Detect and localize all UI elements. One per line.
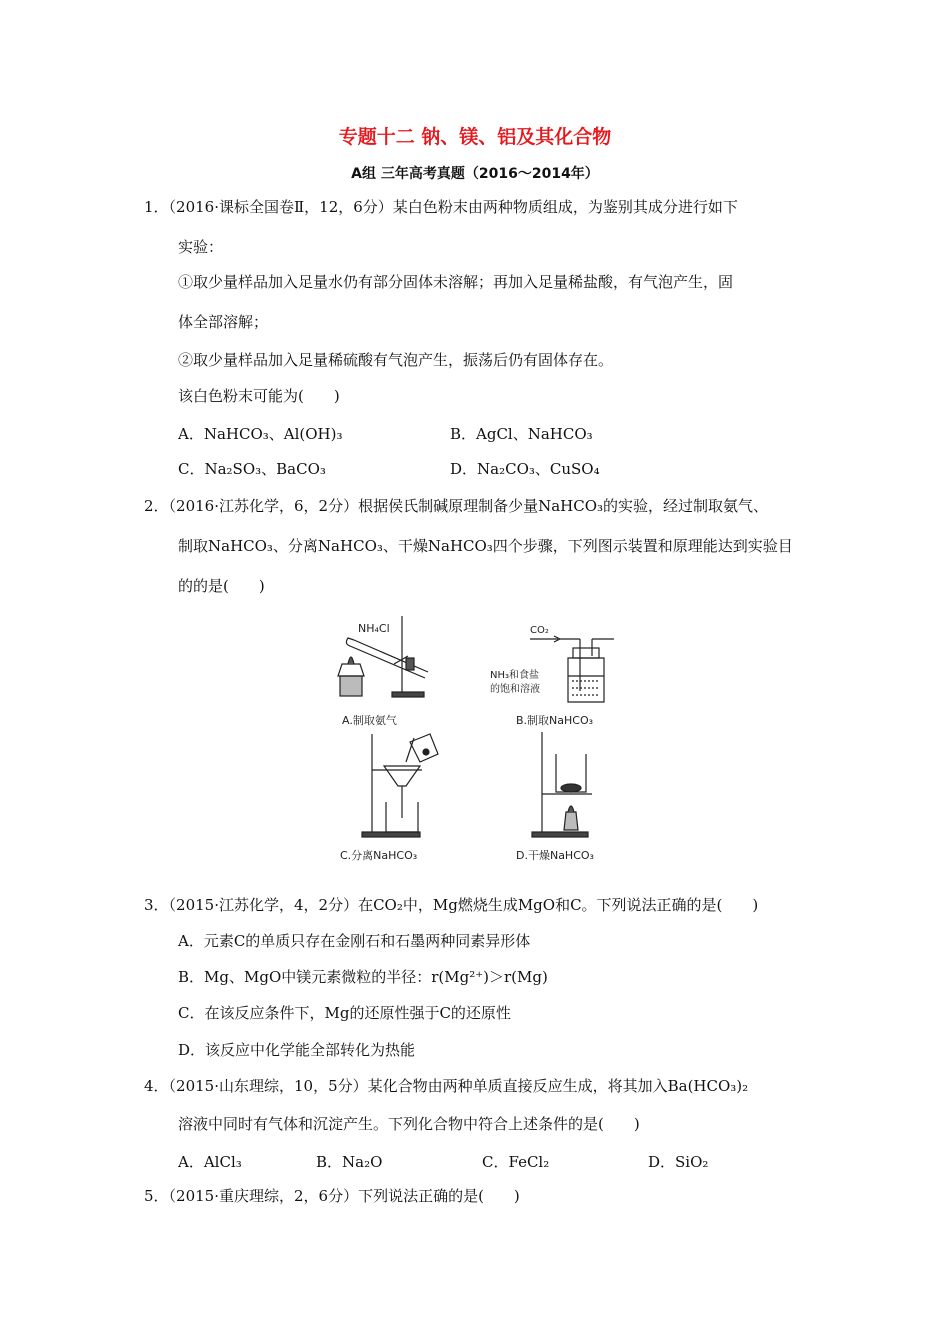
q5-stem: 5．（2015·重庆理综，2，6分）下列说法正确的是( ) bbox=[144, 1187, 520, 1205]
q4-stem-line-2: 溶液中同时有气体和沉淀产生。下列化合物中符合上述条件的是( ) bbox=[178, 1115, 640, 1133]
q4-option-a: A．AlCl₃ bbox=[178, 1153, 242, 1171]
q4-stem-line-1: 4．（2015·山东理综，10，5分）某化合物由两种单质直接反应生成，将其加入Ba(HCO₃)₂ bbox=[144, 1077, 749, 1095]
q3-option-d: D．该反应中化学能全部转化为热能 bbox=[178, 1041, 416, 1059]
q3-stem: 3．（2015·江苏化学，4，2分）在CO₂中，Mg燃烧生成MgO和C。下列说法正确的是( ) bbox=[144, 896, 759, 914]
q1-stem-line-5: ②取少量样品加入足量稀硫酸有气泡产生，振荡后仍有固体存在。 bbox=[178, 351, 614, 369]
caption-d: D.干燥NaHCO₃ bbox=[516, 849, 594, 862]
q3-option-b: B．Mg、MgO中镁元素微粒的半径：r(Mg²⁺)＞r(Mg) bbox=[178, 968, 548, 986]
q2-stem-line-3: 的的是( ) bbox=[178, 577, 265, 595]
caption-a: A.制取氨气 bbox=[342, 714, 397, 727]
q1-option-a: A．NaHCO₃、Al(OH)₃ bbox=[178, 425, 343, 443]
q4-option-d: D．SiO₂ bbox=[648, 1153, 709, 1171]
q1-stem-line-6: 该白色粉末可能为( ) bbox=[178, 387, 340, 405]
apparatus-figure bbox=[330, 606, 620, 868]
q1-option-d: D．Na₂CO₃、CuSO₄ bbox=[450, 460, 600, 478]
q3-option-c: C．在该反应条件下，Mg的还原性强于C的还原性 bbox=[178, 1004, 511, 1022]
page-title: 专题十二 钠、镁、铝及其化合物 bbox=[338, 126, 612, 148]
q2-stem-line-2: 制取NaHCO₃、分离NaHCO₃、干燥NaHCO₃四个步骤，下列图示装置和原理能达到实验目 bbox=[178, 537, 793, 555]
label-b-solution-line-1: NH₃和食盐 bbox=[490, 670, 540, 681]
label-b-gas: CO₂ bbox=[530, 625, 549, 636]
q1-stem-line-3: ①取少量样品加入足量水仍有部分固体未溶解；再加入足量稀盐酸，有气泡产生，固 bbox=[178, 273, 734, 291]
q1-stem-line-1: 1．（2016·课标全国卷Ⅱ，12，6分）某白色粉末由两种物质组成，为鉴别其成分进行如下 bbox=[144, 198, 738, 216]
section-subtitle: A组 三年高考真题（2016～2014年） bbox=[351, 166, 599, 182]
label-a-reagent: NH₄Cl bbox=[358, 622, 390, 635]
apparatus-b-diagram bbox=[530, 636, 614, 702]
apparatus-c-diagram bbox=[362, 734, 438, 837]
caption-c: C.分离NaHCO₃ bbox=[340, 849, 418, 862]
q2-stem-line-1: 2．（2016·江苏化学，6，2分）根据侯氏制碱原理制备少量NaHCO₃的实验，经过制取氨气、 bbox=[144, 497, 769, 515]
q1-option-c: C．Na₂SO₃、BaCO₃ bbox=[178, 460, 326, 478]
q1-option-b: B．AgCl、NaHCO₃ bbox=[450, 425, 593, 443]
q1-stem-line-2: 实验： bbox=[178, 238, 224, 256]
q4-option-b: B．Na₂O bbox=[316, 1153, 383, 1171]
caption-b: B.制取NaHCO₃ bbox=[516, 714, 594, 727]
q1-stem-line-4: 体全部溶解； bbox=[178, 313, 269, 331]
label-b-solution-line-2: 的饱和溶液 bbox=[490, 684, 540, 695]
q4-option-c: C．FeCl₂ bbox=[482, 1153, 550, 1171]
apparatus-d-diagram bbox=[532, 732, 592, 837]
q3-option-a: A．元素C的单质只存在金刚石和石墨两种同素异形体 bbox=[178, 932, 531, 950]
